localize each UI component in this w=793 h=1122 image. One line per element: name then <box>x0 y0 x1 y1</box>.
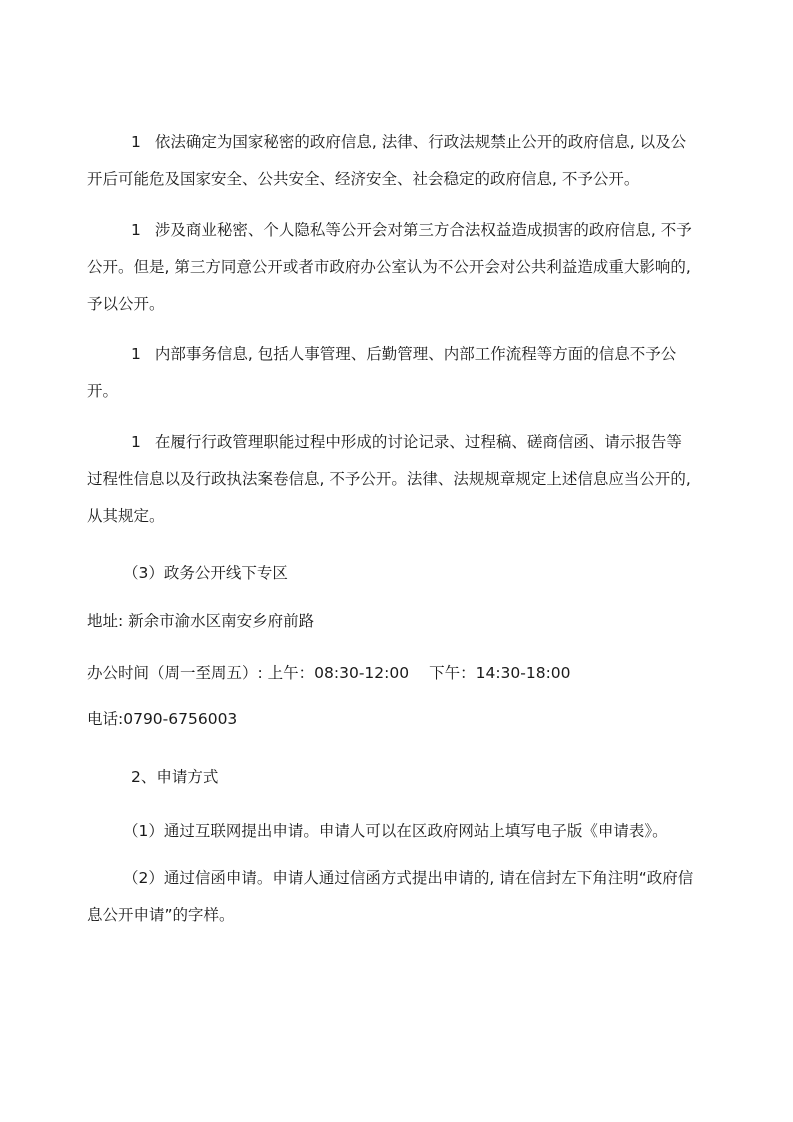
phone-line: 电话:0790-6756003 <box>87 710 238 728</box>
section-heading-application: 2、申请方式 <box>131 768 219 786</box>
application-method-2: （2）通过信函申请。申请人通过信函方式提出申请的, 请在信封左下角注明“政府信息公开申请”的字样。 <box>87 869 694 924</box>
item-marker: 1 <box>131 133 141 151</box>
address-line: 地址: 新余市渝水区南安乡府前路 <box>87 612 315 630</box>
item-marker: 1 <box>131 433 141 451</box>
item-text: 涉及商业秘密、个人隐私等公开会对第三方合法权益造成损害的政府信息, 不予公开。但是, 第三方同意公开或者市政府办公室认为不公开会对公共利益造成重大影响的, 予以公开。 <box>87 221 692 313</box>
office-hours-afternoon: 下午：14:30-18:00 <box>429 664 571 682</box>
exemption-item-1 <box>87 124 697 198</box>
section-heading-offline-zone: （3）政务公开线下专区 <box>123 564 288 582</box>
office-hours-morning: 办公时间（周一至周五）: 上午：08:30-12:00 <box>87 664 410 682</box>
item-text: 依法确定为国家秘密的政府信息, 法律、行政法规禁止公开的政府信息, 以及公开后可能危及国家安全、公共安全、经济安全、社会稳定的政府信息, 不予公开。 <box>87 133 687 188</box>
item-text: 在履行行政管理职能过程中形成的讨论记录、过程稿、磋商信函、请示报告等过程性信息以及行政执法案卷信息, 不予公开。法律、法规规章规定上述信息应当公开的, 从其规定。 <box>87 433 691 525</box>
exemption-item-4 <box>87 424 697 535</box>
item-marker: 1 <box>131 345 141 363</box>
item-text: 内部事务信息, 包括人事管理、后勤管理、内部工作流程等方面的信息不予公开。 <box>87 345 677 400</box>
exemption-item-2 <box>87 212 697 323</box>
office-hours-line <box>87 662 571 684</box>
application-method-1: （1）通过互联网提出申请。申请人可以在区政府网站上填写电子版《申请表》。 <box>123 822 668 840</box>
item-marker: 1 <box>131 221 141 239</box>
exemption-item-3 <box>87 336 697 410</box>
